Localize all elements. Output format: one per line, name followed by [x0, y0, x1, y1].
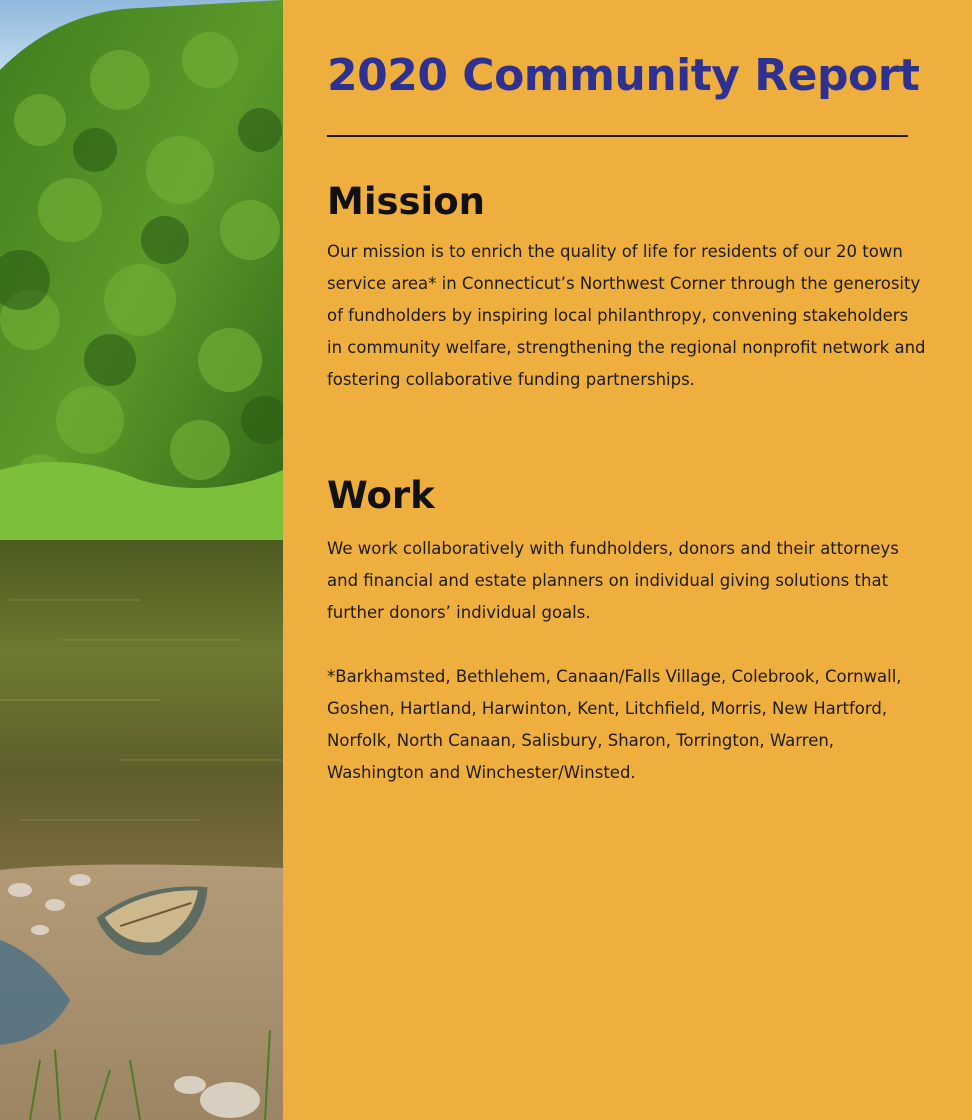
mission-heading: Mission	[327, 180, 485, 223]
work-heading: Work	[327, 474, 435, 517]
landscape-photo	[0, 0, 283, 1120]
work-text: We work collaboratively with fundholders, donors and their attorneys and financial and estate planners on individual giving solutions that further donors’ individual goals.	[327, 539, 899, 622]
report-panel	[283, 0, 972, 1120]
mission-text: Our mission is to enrich the quality of life for residents of our 20 town service area* in Connecticut’s Northwest Corner through the generosity of fundholders by inspiring local philanthropy, convening stakeholders in community welfare, strengthening the regional nonprofit network and fostering collaborative funding partnerships.	[327, 242, 926, 389]
title-divider	[327, 135, 908, 137]
report-title: 2020 Community Report	[327, 50, 920, 101]
service-area-footnote: *Barkhamsted, Bethlehem, Canaan/Falls Village, Colebrook, Cornwall, Goshen, Hartland, Harwinton, Kent, Litchfield, Morris, New Hartford, Norfolk, North Canaan, Salisbury, Sharon, Torrington, Warren, Washington and Winchester/Winsted.	[327, 667, 902, 782]
lake-canoe-illustration	[0, 0, 283, 1120]
